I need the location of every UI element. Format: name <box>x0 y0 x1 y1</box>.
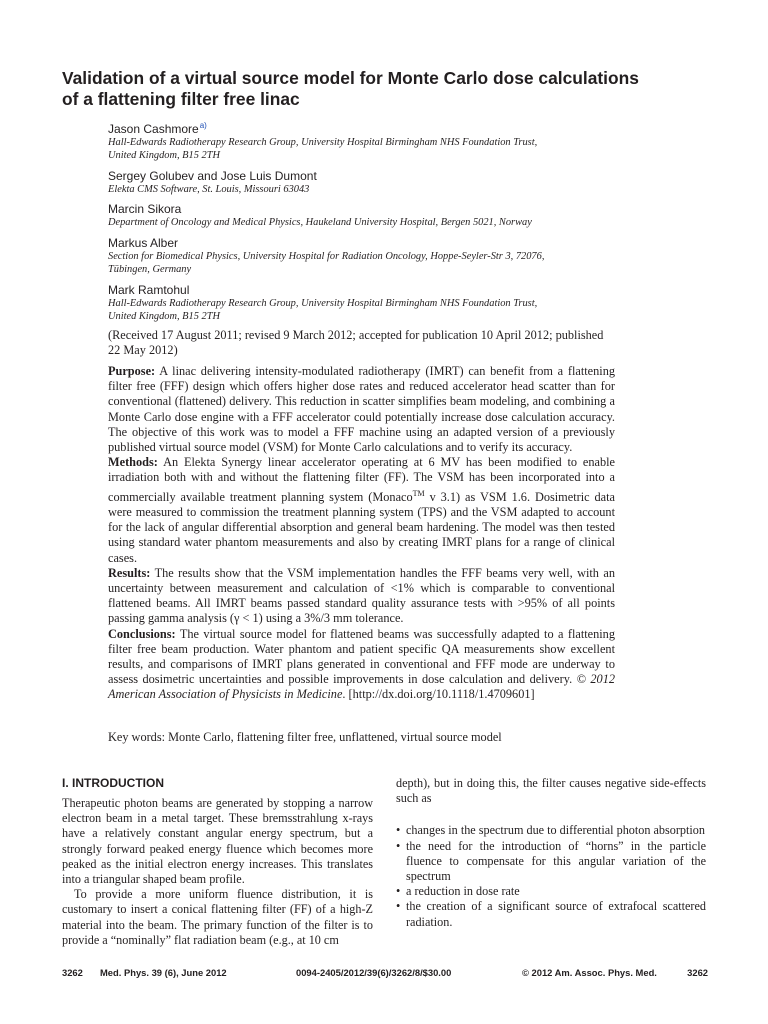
affiliation-line: Section for Biomedical Physics, University Hospital for Radiation Oncology, Hoppe-Seyler-Str 3, 72076, <box>108 251 545 263</box>
affiliation-line: United Kingdom, B15 2TH <box>108 310 220 322</box>
publication-dates: (Received 17 August 2011; revised 9 March 2012; accepted for publication 10 April 2012; published 22 May 2012) <box>108 328 604 358</box>
author-note-link[interactable]: a) <box>199 121 207 130</box>
affiliation-line: United Kingdom, B15 2TH <box>108 149 220 161</box>
abstract-conclusions <box>108 627 615 703</box>
author-block-3 <box>108 202 628 230</box>
introduction-left-column <box>62 776 373 948</box>
author-block-1 <box>108 118 628 163</box>
author-block-2 <box>108 169 628 197</box>
bullet-icon: • <box>396 899 401 914</box>
bullet-icon: • <box>396 838 401 853</box>
results-label: Results: <box>108 565 151 580</box>
list-item <box>396 839 706 885</box>
methods-text-continued: v 3.1) as VSM 1.6. Dosimetric data were measured to commission the treatment planning system (TPS) and the VSM adapted to account for the lack of angular differential absorption and general beam hardening. The model was then tested using standard water phantom measurements and also by creating IMRT plans for a range of clinical cases. <box>108 489 615 565</box>
abstract-purpose <box>108 364 615 455</box>
title-line-1: Validation of a virtual source model for Monte Carlo dose calculations <box>62 68 639 88</box>
affiliation-line: Department of Oncology and Medical Physics, Haukeland University Hospital, Bergen 5021, Norway <box>108 217 532 229</box>
author-affiliation <box>108 298 628 324</box>
intro-paragraph-1: Therapeutic photon beams are generated by stopping a narrow electron beam in a metal target. These bremsstrahlung x-rays have a relatively constant angular energy spectrum, but a strongly forward peaked energy fluence which becomes more peaked as the initial electron energy increases. This translates into a triangular shaped beam profile. <box>62 796 373 887</box>
list-item <box>396 823 706 838</box>
methods-label: Methods: <box>108 455 158 470</box>
author-block-4 <box>108 236 628 277</box>
purpose-text: A linac delivering intensity-modulated radiotherapy (IMRT) can benefit from a flattening filter free (FFF) design which offers higher dose rates and reduced accelerator head scatter than for conventional (flattened) delivery. This reduction in scatter simplifies beam modeling, and combining a Monte Carlo dose engine with a FFF accelerator could potentially increase dose calculation accuracy. The objective of this work was to model a FFF machine using an adapted version of a previously published virtual source model (VSM) for Monte Carlo calculations and to verify its accuracy. <box>108 364 615 455</box>
list-item <box>396 899 706 929</box>
author-name: Marcin Sikora <box>108 202 182 217</box>
introduction-right-column <box>396 776 706 930</box>
author-block-5 <box>108 283 628 324</box>
list-item <box>396 884 706 899</box>
author-name: Mark Ramtohul <box>108 282 190 297</box>
author-list <box>108 118 628 329</box>
author-name: Jason Cashmore <box>108 122 199 136</box>
methods-text: An Elekta Synergy linear accelerator operating at 6 MV has been modified to enable irradiation both with and without the flattening filter (FF). The VSM has been incorporated into a commercially available treatment planning system (Monaco <box>108 455 615 504</box>
author-affiliation <box>108 217 628 230</box>
footer-article-code: 0094-2405/2012/39(6)/3262/8/$30.00 <box>296 967 452 978</box>
page-footer <box>62 966 708 980</box>
footer-page-number-left: 3262 <box>62 967 83 978</box>
footer-journal: Med. Phys. 39 (6), June 2012 <box>100 967 227 978</box>
affiliation-line: Elekta CMS Software, St. Louis, Missouri 63043 <box>108 183 310 195</box>
list-item-text: the need for the introduction of “horns” in the particle fluence to compensate for this angular variation of the spectrum <box>406 838 706 884</box>
abstract <box>108 364 615 703</box>
author-affiliation <box>108 137 628 163</box>
list-item-text: changes in the spectrum due to differential photon absorption <box>406 823 705 838</box>
abstract-copyright: © 2012 American Association of Physicists in Medicine <box>108 672 616 702</box>
affiliation-line: Hall-Edwards Radiotherapy Research Group, University Hospital Birmingham NHS Foundation Trust, <box>108 137 538 148</box>
purpose-label: Purpose: <box>108 364 156 378</box>
affiliation-line: Tübingen, Germany <box>108 263 192 275</box>
results-text: The results show that the VSM implementation handles the FFF beams very well, with an uncertainty between measurement and calculation of <1% which is comparable to conventional flattened beams. All IMRT beams passed standard quality assurance tests with >95% of all points passing gamma analysis (γ < 1) using a 3%/3 mm tolerance. <box>108 565 615 626</box>
footer-page-number-right: 3262 <box>687 967 708 978</box>
author-name: Sergey Golubev and Jose Luis Dumont <box>108 168 317 183</box>
author-affiliation <box>108 184 628 197</box>
affiliation-line: Hall-Edwards Radiotherapy Research Group, University Hospital Birmingham NHS Foundation Trust, <box>108 297 538 309</box>
trademark-mark: TM <box>412 488 425 498</box>
intro-paragraph-2: To provide a more uniform fluence distribution, it is customary to insert a conical flattening filter (FF) of a high-Z material into the beam. The primary function of the filter is to provide a “nominally” flat radiation beam (e.g., at 10 cm <box>62 887 373 947</box>
list-item-text: a reduction in dose rate <box>406 884 520 899</box>
paper-title <box>62 68 722 110</box>
conclusions-text: The virtual source model for flattened beams was successfully adapted to a flattening filter free beam production. Water phantom and patient specific QA measurements show excellent results, and comparisons of IMRT plans generated in conventional and FFF mode are underway to assess dosimetric uncertainties and possible improvements in dose calculation and delivery. <box>108 626 615 687</box>
abstract-results <box>108 566 615 627</box>
bullet-icon: • <box>396 884 401 899</box>
list-item-text: the creation of a significant source of extrafocal scattered radiation. <box>406 899 706 929</box>
side-effects-list <box>396 823 706 929</box>
author-name: Markus Alber <box>108 236 179 251</box>
title-line-2: of a flattening filter free linac <box>62 89 300 109</box>
conclusions-label: Conclusions: <box>108 626 176 641</box>
footer-copyright: © 2012 Am. Assoc. Phys. Med. <box>522 967 657 978</box>
bullet-icon: • <box>396 823 401 838</box>
author-affiliation <box>108 251 628 277</box>
section-heading-introduction: I. INTRODUCTION <box>62 776 164 790</box>
abstract-methods <box>108 455 615 566</box>
doi-link[interactable]: . [http://dx.doi.org/10.1118/1.4709601] <box>342 687 535 702</box>
keywords: Key words: Monte Carlo, flattening filter free, unflattened, virtual source model <box>108 730 502 744</box>
intro-continuation: depth), but in doing this, the filter causes negative side-effects such as <box>396 776 706 806</box>
